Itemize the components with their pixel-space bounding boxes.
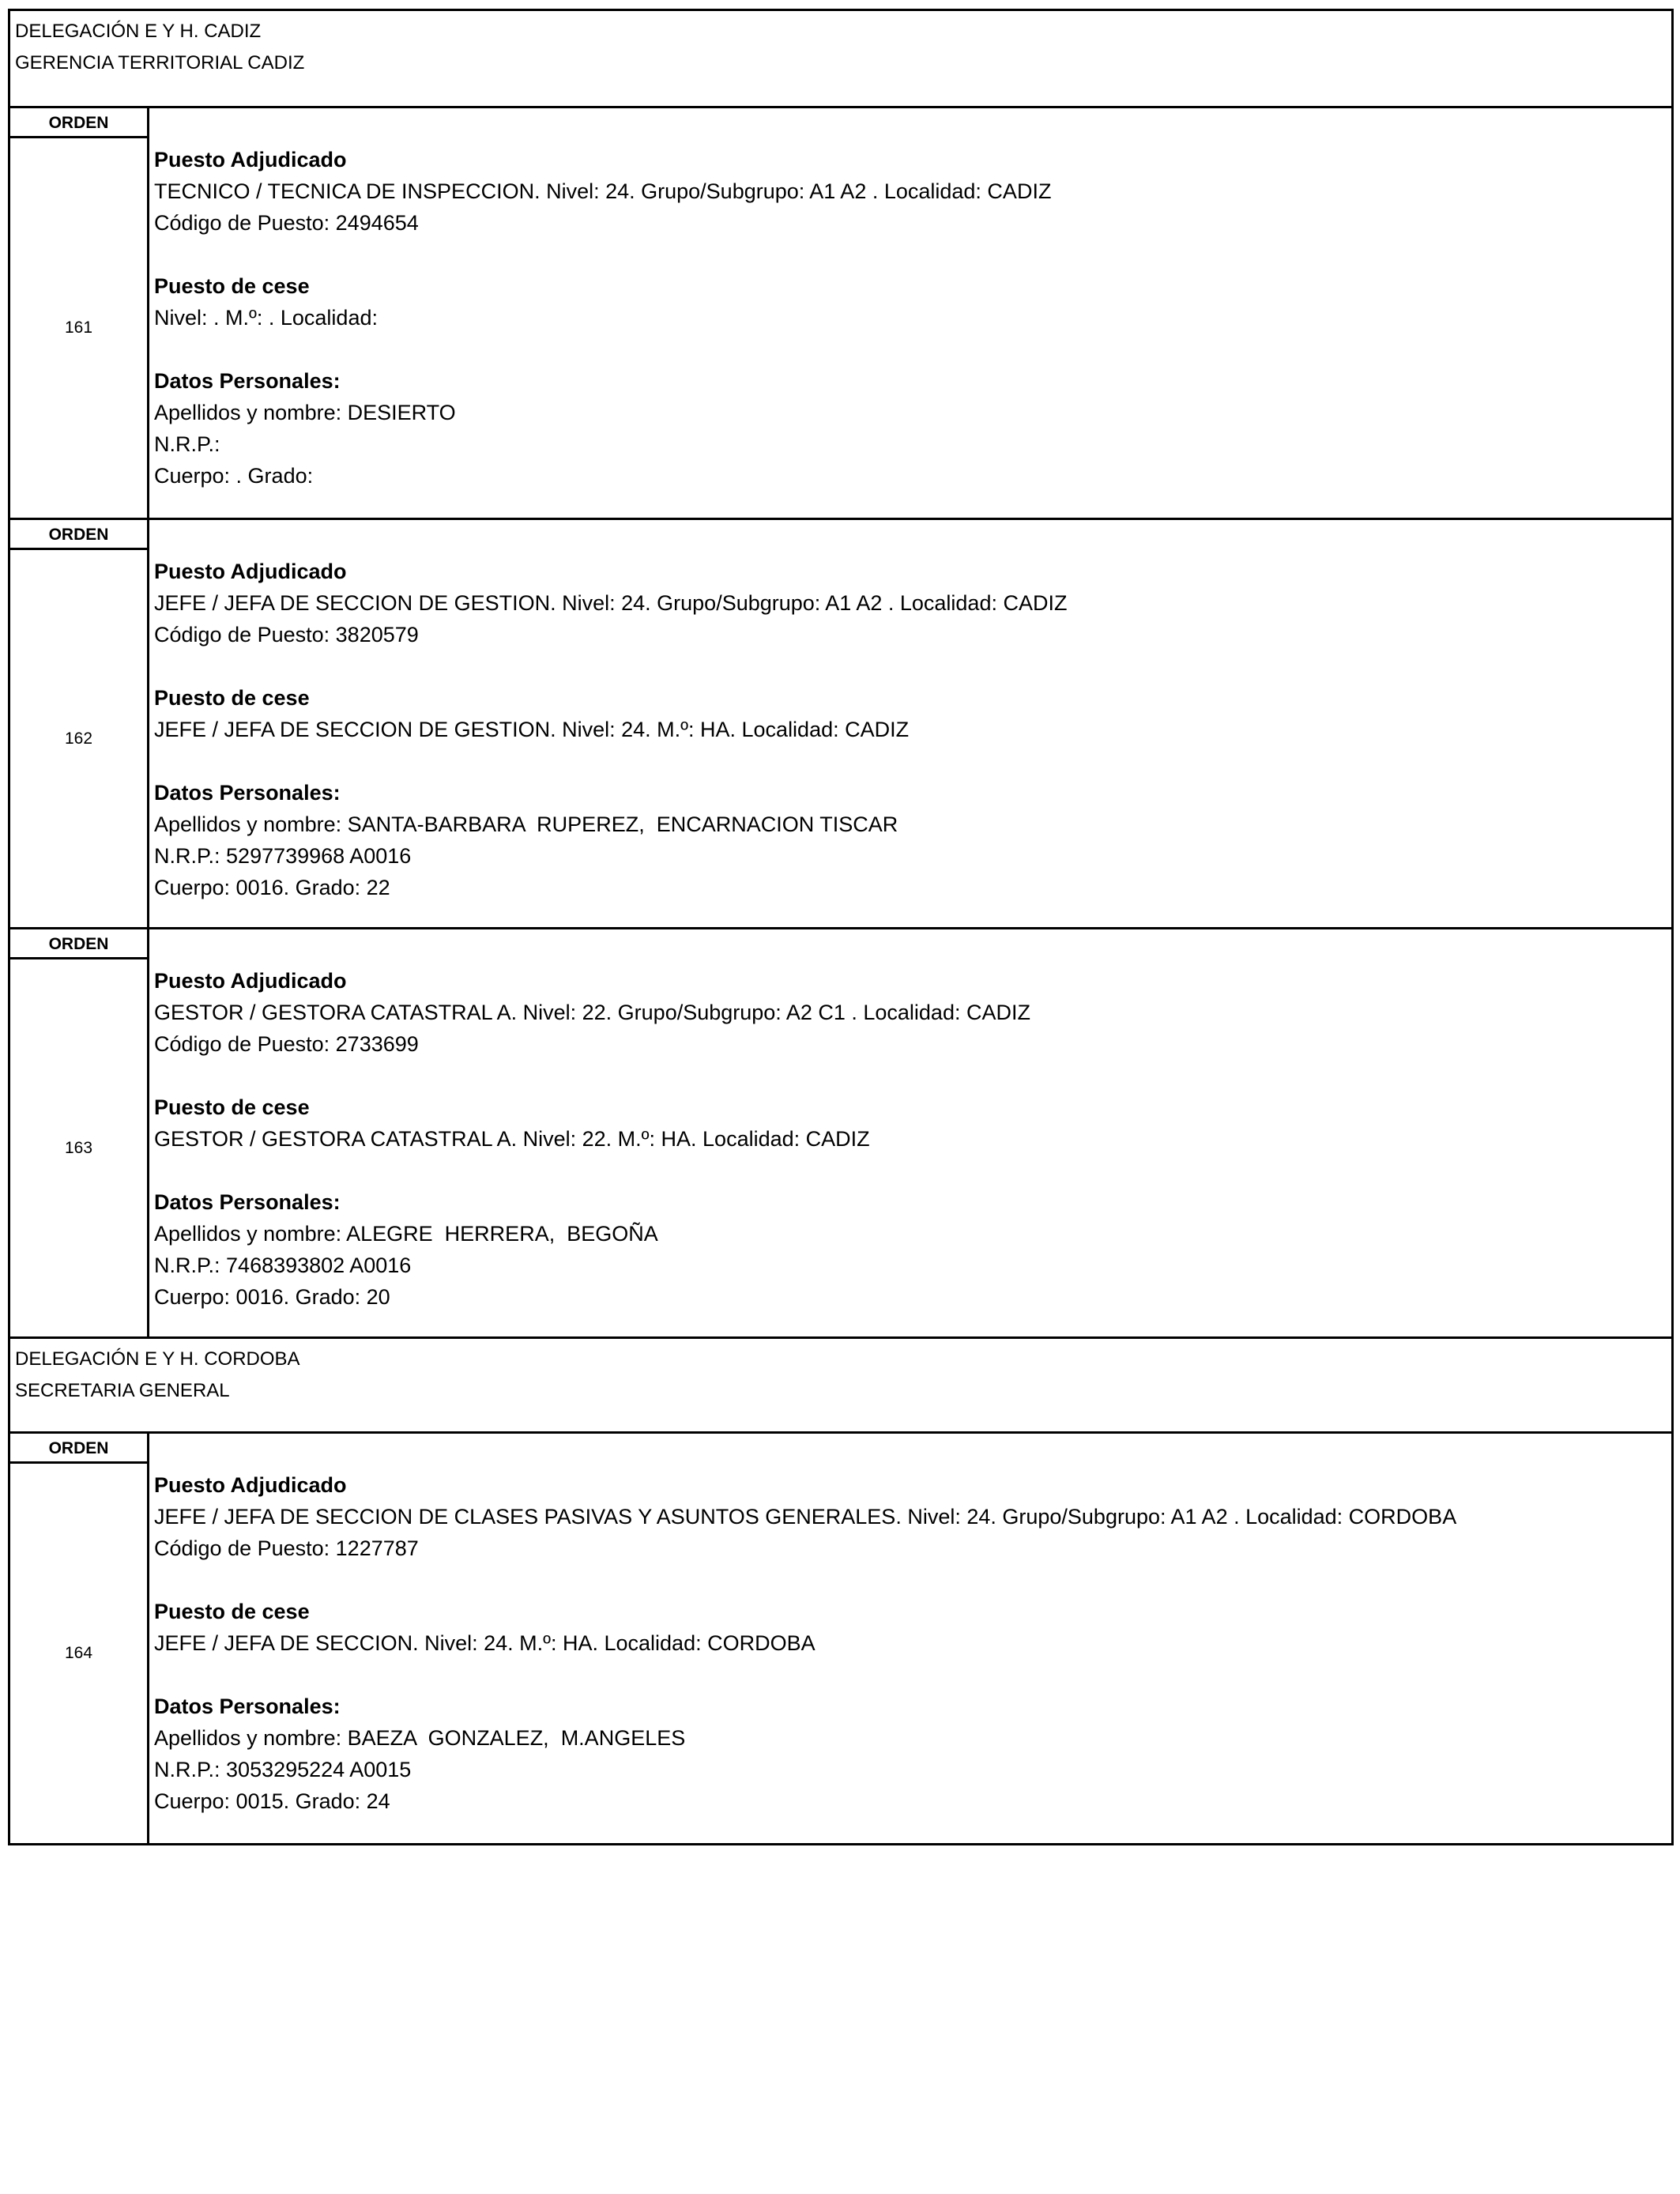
- cese-description: JEFE / JEFA DE SECCION DE GESTION. Nivel: 24. M.º: HA. Localidad: CADIZ: [154, 718, 910, 741]
- entry-content: [149, 108, 1671, 518]
- personales-title: Datos Personales:: [154, 781, 341, 805]
- orden-column: [10, 520, 149, 927]
- apellidos-nombre: Apellidos y nombre: SANTA-BARBARA RUPEREZ, ENCARNACION TISCAR: [154, 812, 898, 836]
- codigo-puesto: Código de Puesto: 1227787: [154, 1536, 419, 1560]
- orden-label: ORDEN: [10, 520, 147, 550]
- orden-column: [10, 108, 149, 518]
- unit-name: SECRETARIA GENERAL: [15, 1380, 230, 1401]
- adjudicado-description: TECNICO / TECNICA DE INSPECCION. Nivel: 24. Grupo/Subgrupo: A1 A2 . Localidad: CADIZ: [154, 179, 1052, 203]
- cuerpo-grado: Cuerpo: . Grado:: [154, 464, 314, 488]
- apellidos-nombre: Apellidos y nombre: DESIERTO: [154, 401, 456, 424]
- unit-name: GERENCIA TERRITORIAL CADIZ: [15, 52, 305, 74]
- cese-title: Puesto de cese: [154, 1095, 310, 1119]
- cese-description: GESTOR / GESTORA CATASTRAL A. Nivel: 22. M.º: HA. Localidad: CADIZ: [154, 1127, 870, 1151]
- orden-label: ORDEN: [10, 1434, 147, 1464]
- personales-title: Datos Personales:: [154, 369, 341, 393]
- adjudicado-title: Puesto Adjudicado: [154, 1473, 347, 1497]
- cese-description: JEFE / JEFA DE SECCION. Nivel: 24. M.º: HA. Localidad: CORDOBA: [154, 1631, 816, 1655]
- delegacion-name: DELEGACIÓN E Y H. CADIZ: [15, 21, 262, 42]
- entry-row: [10, 106, 1671, 518]
- entry-row: [10, 1431, 1671, 1843]
- codigo-puesto: Código de Puesto: 2494654: [154, 211, 419, 235]
- orden-column: [10, 929, 149, 1336]
- nrp: N.R.P.: 5297739968 A0016: [154, 844, 412, 868]
- personales-title: Datos Personales:: [154, 1190, 341, 1214]
- section-header: [10, 11, 1671, 106]
- entry-row: [10, 927, 1671, 1336]
- adjudicado-description: JEFE / JEFA DE SECCION DE CLASES PASIVAS Y ASUNTOS GENERALES. Nivel: 24. Grupo/Subgrupo: A1 A2 . Localidad: CORDOBA: [154, 1505, 1457, 1529]
- adjudicado-description: GESTOR / GESTORA CATASTRAL A. Nivel: 22. Grupo/Subgrupo: A2 C1 . Localidad: CADIZ: [154, 1001, 1030, 1024]
- nrp: N.R.P.: 3053295224 A0015: [154, 1758, 412, 1781]
- cese-description: Nivel: . M.º: . Localidad:: [154, 306, 378, 330]
- section-header: [10, 1336, 1671, 1431]
- delegacion-name: DELEGACIÓN E Y H. CORDOBA: [15, 1348, 300, 1370]
- adjudicado-title: Puesto Adjudicado: [154, 560, 347, 583]
- apellidos-nombre: Apellidos y nombre: ALEGRE HERRERA, BEGOÑA: [154, 1222, 658, 1246]
- entry-content: [149, 1434, 1671, 1843]
- nrp: N.R.P.: 7468393802 A0016: [154, 1253, 412, 1277]
- cese-title: Puesto de cese: [154, 686, 310, 710]
- cuerpo-grado: Cuerpo: 0015. Grado: 24: [154, 1789, 390, 1813]
- codigo-puesto: Código de Puesto: 3820579: [154, 623, 419, 647]
- adjudicado-title: Puesto Adjudicado: [154, 148, 347, 172]
- entry-row: [10, 518, 1671, 927]
- personales-title: Datos Personales:: [154, 1695, 341, 1718]
- cese-title: Puesto de cese: [154, 1600, 310, 1623]
- resolution-table: [8, 9, 1674, 1845]
- apellidos-nombre: Apellidos y nombre: BAEZA GONZALEZ, M.ANGELES: [154, 1726, 686, 1750]
- cuerpo-grado: Cuerpo: 0016. Grado: 22: [154, 876, 390, 899]
- orden-number: 162: [64, 729, 93, 748]
- cese-title: Puesto de cese: [154, 274, 310, 298]
- nrp: N.R.P.:: [154, 432, 220, 456]
- orden-number: 164: [64, 1644, 93, 1662]
- orden-label: ORDEN: [10, 929, 147, 959]
- adjudicado-description: JEFE / JEFA DE SECCION DE GESTION. Nivel: 24. Grupo/Subgrupo: A1 A2 . Localidad: CADIZ: [154, 591, 1068, 615]
- orden-number: 163: [64, 1138, 93, 1157]
- orden-number: 161: [64, 319, 93, 337]
- codigo-puesto: Código de Puesto: 2733699: [154, 1032, 419, 1056]
- orden-column: [10, 1434, 149, 1843]
- adjudicado-title: Puesto Adjudicado: [154, 969, 347, 993]
- orden-label: ORDEN: [10, 108, 147, 138]
- entry-content: [149, 520, 1671, 927]
- entry-content: [149, 929, 1671, 1336]
- cuerpo-grado: Cuerpo: 0016. Grado: 20: [154, 1285, 390, 1309]
